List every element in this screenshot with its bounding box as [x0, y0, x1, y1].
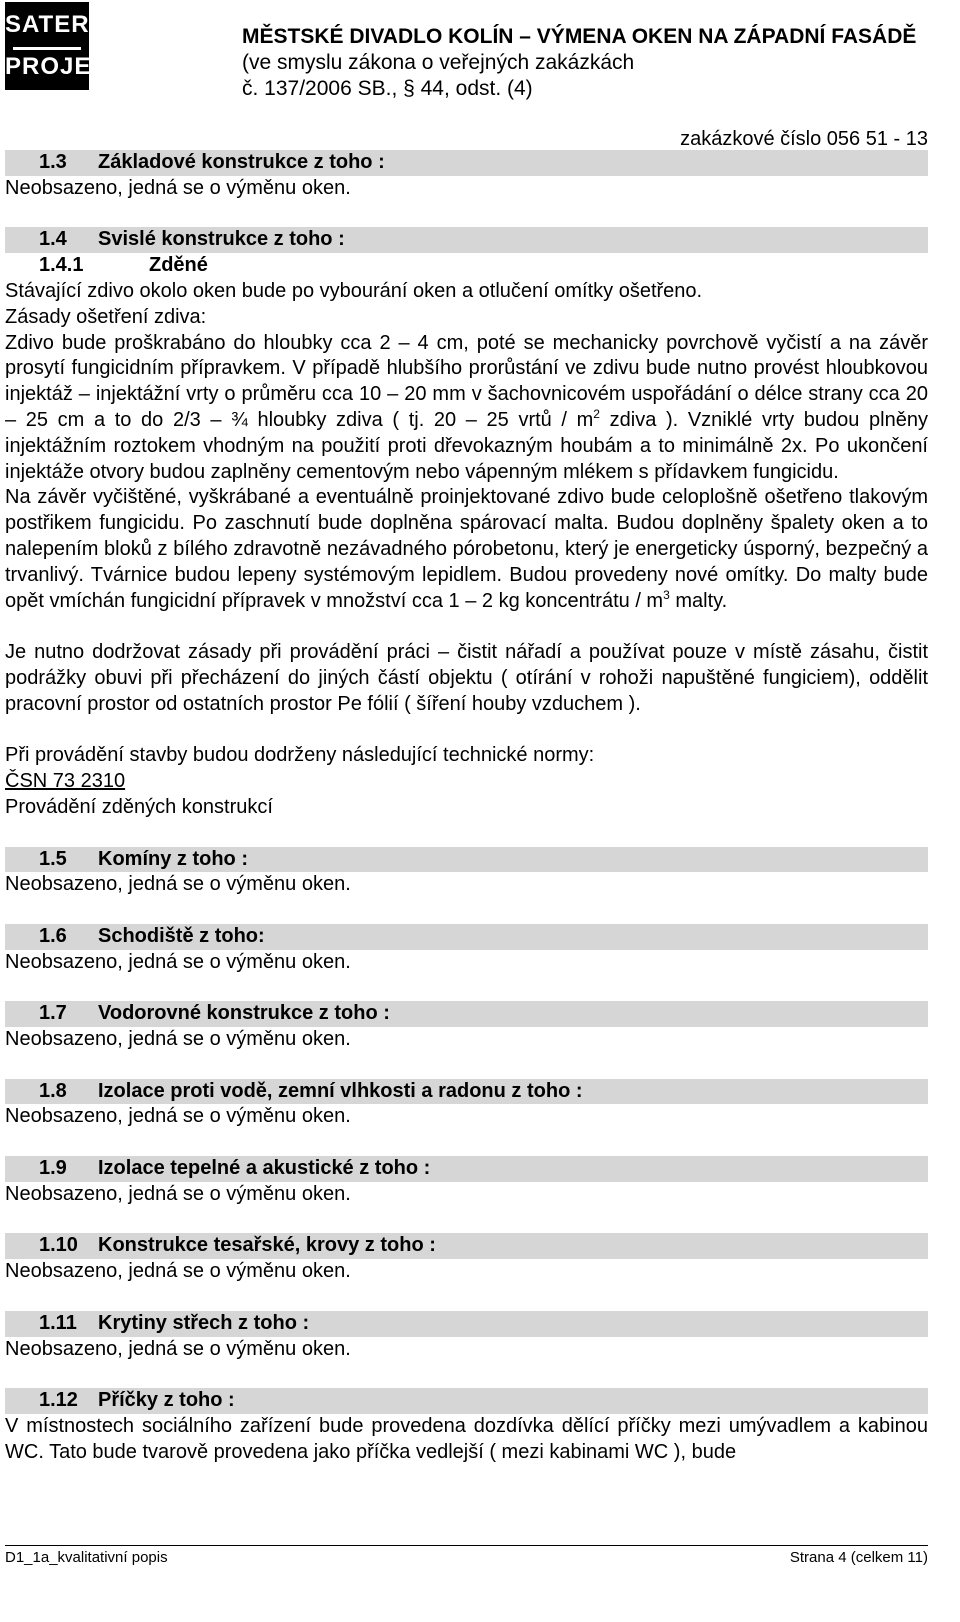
norm-description: Provádění zděných konstrukcí: [5, 795, 273, 818]
section-title: Vodorovné konstrukce z toho :: [98, 1002, 390, 1025]
section-heading-1-11: [5, 1311, 928, 1337]
section-number: 1.9: [39, 1157, 67, 1180]
section-text: Neobsazeno, jedná se o výměnu oken.: [5, 950, 351, 973]
paragraph-text: Zdivo bude proškrabáno do hloubky cca 2 – 4 cm, poté se mechanicky povrchově vyčistí a na závěr prosytí fungicidním přípravkem. V případě hlubšího prorůstání ve zdivu bude nutno provést hloubkovou injektáž – injektážní vrty o průměru cca 10 – 20 mm v šachovnicovém uspořádání o délce strany cca 20 – 25 cm a to do 2/3 – ¾ hloubky zdiva ( tj. 20 – 25 vrtů / m: [5, 331, 928, 431]
document-title: MĚSTSKÉ DIVADLO KOLÍN – VÝMENA OKEN NA ZÁPADNÍ FASÁDĚ: [242, 25, 917, 48]
spacer: [5, 976, 928, 1002]
subsection-heading-1-4-1: [5, 253, 928, 279]
footer-document-name: D1_1a_kvalitativní popis: [5, 1549, 168, 1566]
subsection-title: Zděné: [149, 254, 208, 277]
section-text: Neobsazeno, jedná se o výměnu oken.: [5, 1028, 351, 1051]
section-number: 1.5: [39, 847, 67, 870]
section-text: Neobsazeno, jedná se o výměnu oken.: [5, 1337, 351, 1360]
section-title: Základové konstrukce z toho :: [98, 151, 385, 173]
section-heading-1-7: [5, 1001, 928, 1027]
spacer: [5, 1362, 928, 1388]
section-title: Schodiště z toho:: [98, 924, 265, 947]
section-text: Neobsazeno, jedná se o výměnu oken.: [5, 1260, 351, 1283]
section-text: Neobsazeno, jedná se o výměnu oken.: [5, 1105, 351, 1128]
section-number: 1.3: [39, 151, 67, 173]
section-heading-1-9: [5, 1156, 928, 1182]
section-title: Konstrukce tesařské, krovy z toho :: [98, 1234, 436, 1257]
spacer: [5, 898, 928, 924]
section-number: 1.10: [39, 1234, 78, 1257]
logo-text-projekt: PROJEKT: [5, 53, 126, 80]
paragraph-text: Na závěr vyčištěné, vyškrábané a eventuálně proinjektované zdivo bude celoplošně ošetřeno tlakovým postřikem fungicidu. Po zaschnutí bude doplněna spárovací malta. Budou doplněny špalety oken a to nalepením bloků z bílého zdravotně nezávadného pórobetonu, který je energeticky úsporný, bezpečný a trvanlivý. Tvárnice budou lepeny systémovým lepidlem. Budou provedeny nové omítky. Do malty bude opět vmíchán fungicidní přípravek v množství cca 1 – 2 kg koncentrátu / m: [5, 486, 928, 612]
document-subtitle-line1: (ve smyslu zákona o veřejných zakázkách: [242, 51, 635, 74]
section-title: Krytiny střech z toho :: [98, 1311, 310, 1334]
section-number: 1.8: [39, 1079, 67, 1102]
section-text: Neobsazeno, jedná se o výměnu oken.: [5, 176, 351, 199]
section-heading-1-4: [5, 227, 928, 253]
section-heading-1-6: [5, 924, 928, 950]
spacer: [5, 1130, 928, 1156]
paragraph: Zásady ošetření zdiva:: [5, 305, 207, 328]
paragraph: Stávající zdivo okolo oken bude po vybourání oken a otlučení omítky ošetřeno.: [5, 279, 703, 302]
section-number: 1.12: [39, 1389, 78, 1412]
section-text: V místnostech sociálního zařízení bude provedena dozdívka dělící příčky mezi umývadlem a kabinou WC. Tato bude tvarově provedena jako příčka vedlejší ( mezi kabinami WC ), bude: [5, 1415, 928, 1463]
section-number: 1.7: [39, 1002, 67, 1025]
section-heading-1-8: [5, 1079, 928, 1105]
spacer: [5, 821, 928, 847]
spacer: [5, 718, 928, 744]
logo-divider: [13, 47, 81, 50]
footer-divider: [5, 1545, 928, 1546]
page-content: [5, 150, 928, 1466]
paragraph: Je nutno dodržovat zásady při provádění práci – čistit nářadí a používat pouze v místě zásahu, čistit podrážky obuvi při přecházení do jiných částí objektu ( otírání v rohoži napuštěné fungiciem), oddělit pracovní prostor od ostatních prostor Pe fólií ( šíření houby vzduchem ).: [5, 641, 928, 715]
superscript: 2: [593, 406, 600, 421]
superscript: 3: [663, 587, 670, 602]
section-number: 1.6: [39, 924, 67, 947]
section-title: Izolace tepelné a akustické z toho :: [98, 1157, 431, 1180]
paragraph: Při provádění stavby budou dodrženy následující technické normy:: [5, 744, 595, 767]
section-text: Neobsazeno, jedná se o výměnu oken.: [5, 1182, 351, 1205]
section-number: 1.11: [39, 1311, 77, 1334]
contract-number: zakázkové číslo 056 51 - 13: [680, 128, 928, 150]
footer-page-number: Strana 4 (celkem 11): [789, 1549, 928, 1566]
sater-projekt-logo: [5, 2, 126, 90]
spacer: [5, 1208, 928, 1234]
section-heading-1-5: [5, 847, 928, 873]
section-heading-1-10: [5, 1233, 928, 1259]
section-number: 1.4: [39, 228, 67, 251]
section-heading-1-12: [5, 1388, 928, 1414]
section-title: Komíny z toho :: [98, 847, 248, 870]
section-title: Svislé konstrukce z toho :: [98, 228, 345, 251]
document-subtitle-line2: č. 137/2006 SB., § 44, odst. (4): [242, 77, 533, 100]
section-title: Izolace proti vodě, zemní vlhkosti a radonu z toho :: [98, 1079, 583, 1102]
spacer: [5, 202, 928, 228]
paragraph: [5, 331, 928, 486]
logo-text-sater: SATER: [5, 11, 90, 38]
section-title: Příčky z toho :: [98, 1389, 235, 1412]
norm-reference: ČSN 73 2310: [5, 770, 126, 793]
section-heading-1-3: [5, 150, 928, 176]
spacer: [5, 1053, 928, 1079]
paragraph-text: malty.: [669, 589, 728, 612]
paragraph-text: zdiva ). Vzniklé vrty budou plněny injektážním roztokem vhodným na použití proti dřevokazným houbám a to minimálně 2x. Po ukončení injektáže otvory budou zaplněny cementovým nebo vápenným mlékem s přídavkem fungicidu.: [5, 408, 928, 483]
section-text: Neobsazeno, jedná se o výměnu oken.: [5, 873, 351, 896]
spacer: [5, 614, 928, 640]
paragraph: [5, 485, 928, 614]
subsection-number: 1.4.1: [39, 254, 84, 277]
spacer: [5, 1285, 928, 1311]
